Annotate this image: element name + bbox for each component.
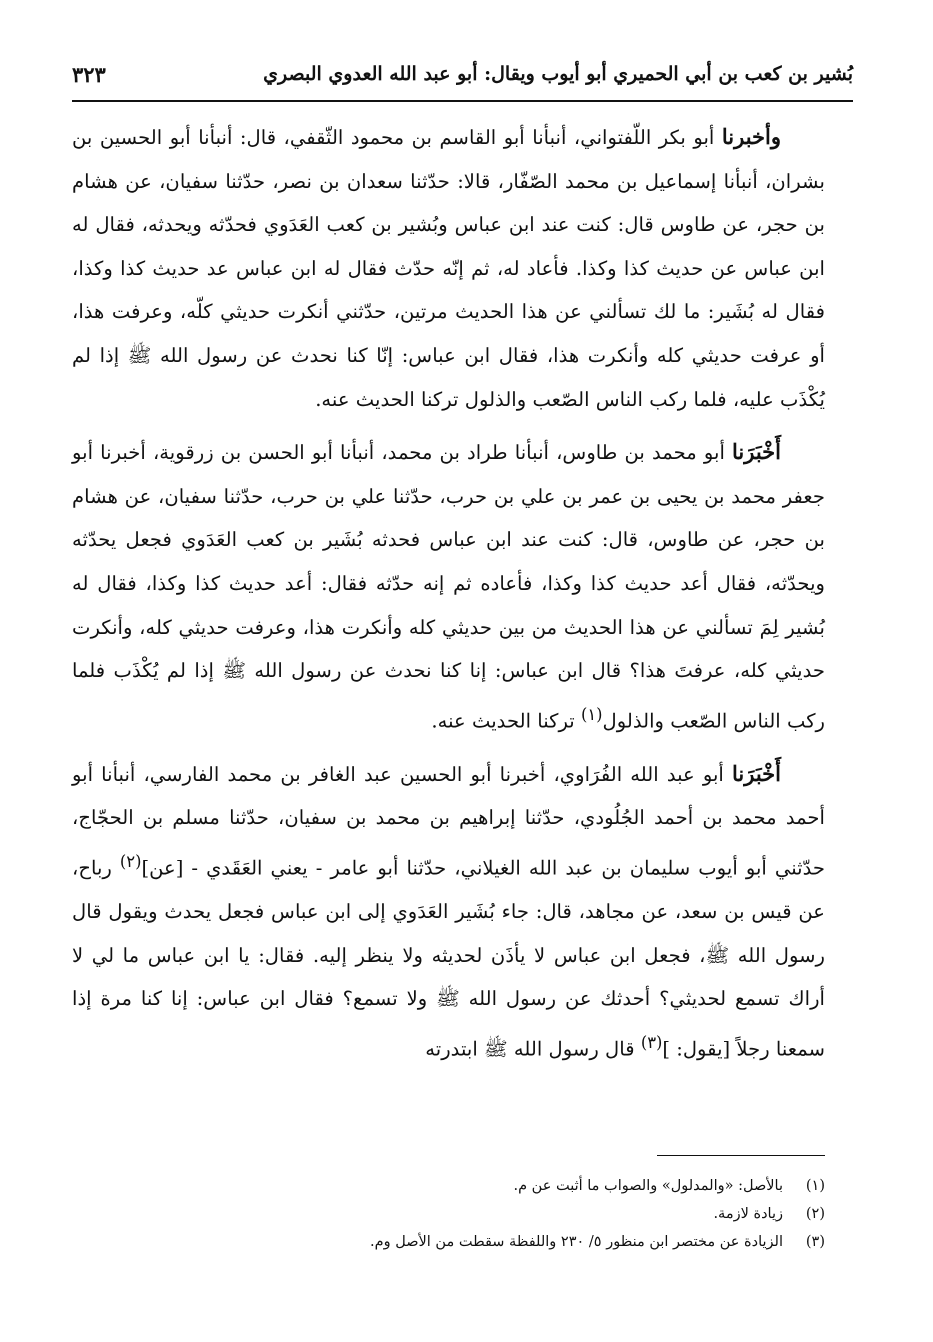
paragraph-text-continued: رباح، عن قيس بن سعد، عن مجاهد، قال: جاء بُشَير العَدَوي إلى ابن عباس فجعل يحدث ويقول قال رسول الله ﷺ، فجعل ابن عباس لا يأذَن لحديثه ولا ينظر إليه. فقال: يا ابن عباس ما لي لا أراك تسمع لحديثي؟ أحدثك عن رسول الله ﷺ ولا تسمع؟ فقال ابن عباس: إنا كنا مرة إذا سمعنا رجلاً [يقول: ] (72, 856, 825, 1061)
footnote-number: (٢) (805, 1206, 825, 1222)
main-text (72, 115, 825, 1071)
page-number: ٣٢٣ (72, 61, 106, 87)
footnote-number: (٣) (805, 1234, 825, 1250)
paragraph-1 (72, 115, 825, 421)
footnote-text: بالأصل: «والمدلول» والصواب ما أثبت عن م. (513, 1178, 783, 1194)
paragraph-3 (72, 752, 825, 1071)
footnote-ref-2[interactable]: (٢) (119, 852, 142, 872)
footnote-ref-1[interactable]: (١) (580, 704, 603, 724)
footnote-item (72, 1228, 825, 1256)
header-rule (72, 100, 853, 102)
paragraph-text-continued: تركنا الحديث عنه. (431, 709, 581, 733)
paragraph-text-continued: قال رسول الله ﷺ ابتدرته (425, 1037, 641, 1061)
footnote-text: زيادة لازمة. (713, 1206, 783, 1222)
paragraph-text: أبو محمد بن طاوس، أنبأنا طراد بن محمد، أنبأنا أبو الحسن بن زرقوية، أخبرنا أبو جعفر محمد بن يحيى بن عمر بن علي بن حرب، حدّثنا علي بن حرب، حدّثنا سفيان، عن هشام بن حجر، عن طاوس، قال: كنت عند ابن عباس فحدثه بُشَير بن كعب العَدَوي فجعل يحدّثه ويحدّثه، فقال أعد حديث كذا وكذا، فأعاده ثم إنه حدّثه فقال: أعد حديث كذا وكذا، فقال له بُشير لِمَ تسألني عن هذا الحديث من بين حديثي كله وأنكرت هذا، وعرفت حديثي كله، وأنكرت حديثي كله، عرفتَ هذا؟ قال ابن عباس: إنا كنا نحدث عن رسول الله ﷺ إذا لم يُكْذَب فلما ركب الناس الصّعب والذلول (72, 441, 825, 733)
paragraph-text: أبو عبد الله الفُرَاوي، أخبرنا أبو الحسين عبد الغافر بن محمد الفارسي، أنبأنا أبو أحمد محمد بن أحمد الجُلُودي، حدّثنا إبراهيم بن محمد بن سفيان، حدّثنا مسلم بن الحجّاج، حدّثني أبو أيوب سليمان بن عبد الله الغيلاني، حدّثنا أبو عامر - يعني العَقَدي - [عن] (72, 762, 825, 880)
header-title: بُشير بن كعب بن أبي الحميري أبو أيوب ويقال: أبو عبد الله العدوي البصري (263, 63, 853, 85)
paragraph-lead-word: وأخبرنا (721, 124, 781, 149)
footnote-ref-3[interactable]: (٣) (640, 1032, 663, 1052)
running-header (72, 52, 853, 96)
footnote-item (72, 1200, 825, 1228)
paragraph-text: أبو بكر اللّفتواني، أنبأنا أبو القاسم بن محمود الثّقفي، قال: أنبأنا أبو الحسين بن بشران، أنبأنا إسماعيل بن محمد الصّفّار، قالا: حدّثنا سعدان بن نصر، حدّثنا سفيان، عن هشام بن حجر، عن طاوس قال: كنت عند ابن عباس وبُشير بن كعب العَدَوي فحدّثه ويحدثه، فقال له ابن عباس عن حديث كذا وكذا. فأعاد له، ثم إنّه حدّث فقال له ابن عباس عد حديث كذا وكذا، فقال له بُشَير: ما لك تسألني عن هذا الحديث مرتين، حدّثني أنكرت حديثي كلّه، وعرفت هذا، أو عرفت حديثي كله وأنكرت هذا، فقال ابن عباس: إنّا كنا نحدث عن رسول الله ﷺ إذا لم يُكْذَب عليه، فلما ركب الناس الصّعب والذلول تركنا الحديث عنه. (72, 126, 825, 411)
footnote-item (72, 1172, 825, 1200)
paragraph-lead-word: أَخْبَرَنا (732, 760, 781, 786)
footnote-separator (657, 1155, 825, 1156)
footnote-text: الزيادة عن مختصر ابن منظور ٥/ ٢٣٠ واللفظة سقطت من الأصل وم. (370, 1234, 783, 1250)
footnotes (72, 1172, 825, 1256)
paragraph-2 (72, 430, 825, 743)
footnote-number: (١) (805, 1178, 825, 1194)
paragraph-lead-word: أَخْبَرَنا (732, 439, 781, 465)
